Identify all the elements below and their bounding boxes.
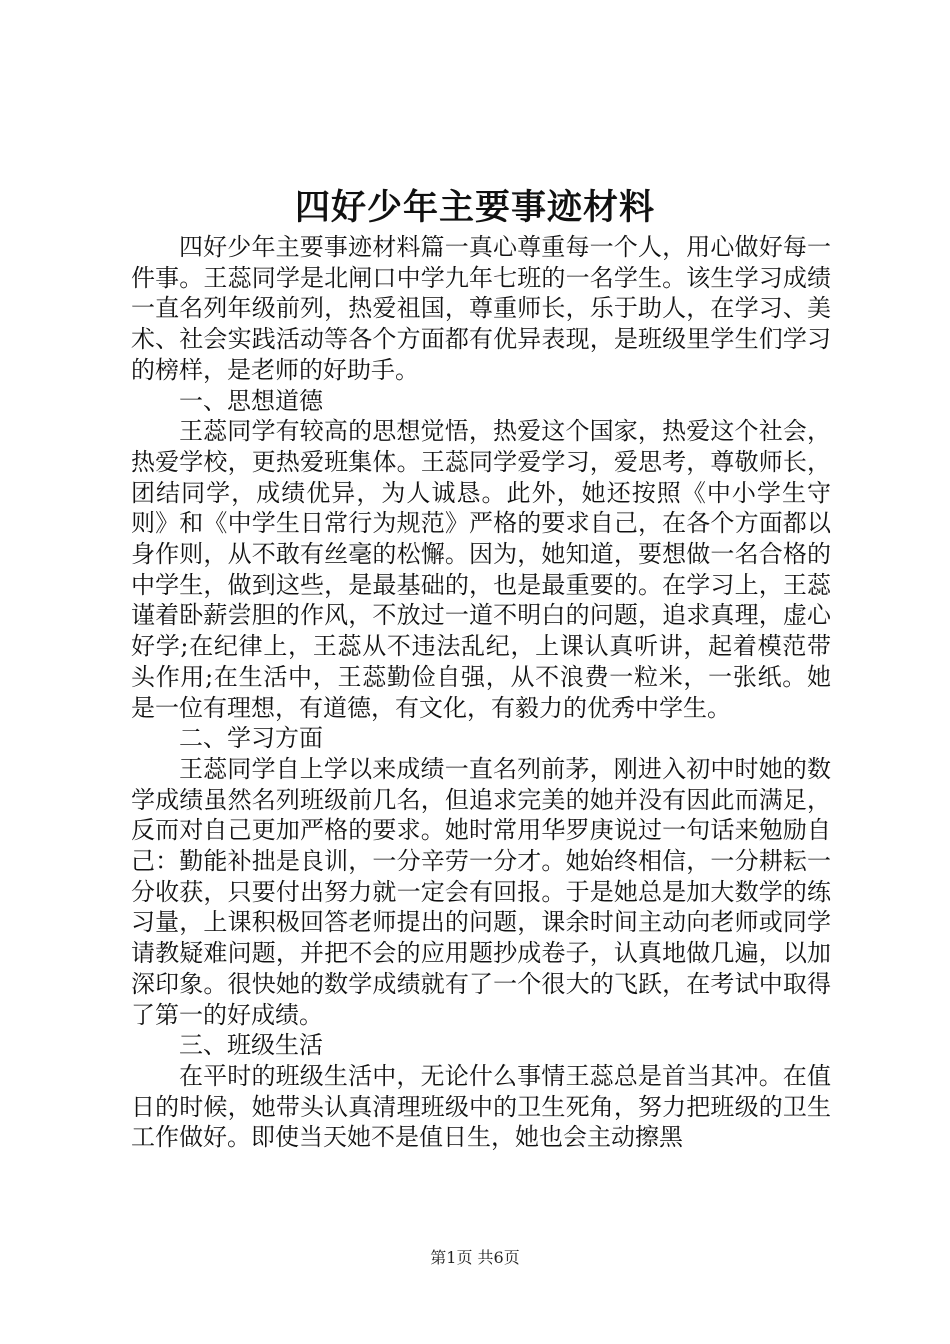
section-heading-class-life: 三、班级生活: [179, 1031, 323, 1060]
paragraph-ideology: 王蕊同学有较高的思想觉悟，热爱这个国家，热爱这个社会，热爱学校，更热爱班集体。王蕊同学爱学习，爱思考，尊敬师长，团结同学，成绩优异，为人诚恳。此外，她还按照《中小学生守则》和《中学生日常行为规范》严格的要求自己，在各个方面都以身作则，从不敢有丝毫的松懈。因为，她知道，要想做一名合格的中学生，做到这些，是最基础的，也是最重要的。在学习上，王蕊谨着卧薪尝胆的作风，不放过一道不明白的问题，追求真理，虚心好学;在纪律上，王蕊从不违法乱纪，上课认真听讲，起着模范带头作用;在生活中，王蕊勤俭自强，从不浪费一粒米，一张纸。她是一位有理想，有道德，有文化，有毅力的优秀中学生。: [131, 417, 831, 722]
section-heading-ideology: 一、思想道德: [179, 386, 323, 415]
paragraph-intro: 四好少年主要事迹材料篇一真心尊重每一个人，用心做好每一件事。王蕊同学是北闸口中学九年七班的一名学生。该生学习成绩一直名列年级前列，热爱祖国，尊重师长，乐于助人，在学习、美术、社会实践活动等各个方面都有优异表现，是班级里学生们学习的榜样，是老师的好助手。: [131, 233, 831, 384]
paragraph-study: 王蕊同学自上学以来成绩一直名列前茅，刚进入初中时她的数学成绩虽然名列班级前几名，但追求完美的她并没有因此而满足，反而对自己更加严格的要求。她时常用华罗庚说过一句话来勉励自己：勤能补拙是良训，一分辛劳一分才。她始终相信，一分耕耘一分收获，只要付出努力就一定会有回报。于是她总是加大数学的练习量，上课积极回答老师提出的问题，课余时间主动向老师或同学请教疑难问题，并把不会的应用题抄成卷子，认真地做几遍，以加深印象。很快她的数学成绩就有了一个很大的飞跃，在考试中取得了第一的好成绩。: [131, 754, 831, 1029]
page-number-footer: 第1页 共6页: [430, 1248, 520, 1267]
section-heading-study: 二、学习方面: [179, 724, 323, 753]
document-body: [131, 232, 831, 1153]
document-title: 四好少年主要事迹材料: [294, 187, 655, 228]
paragraph-class-life: 在平时的班级生活中，无论什么事情王蕊总是首当其冲。在值日的时候，她带头认真清理班级中的卫生死角，努力把班级的卫生工作做好。即使当天她不是值日生，她也会主动擦黑: [131, 1061, 831, 1152]
